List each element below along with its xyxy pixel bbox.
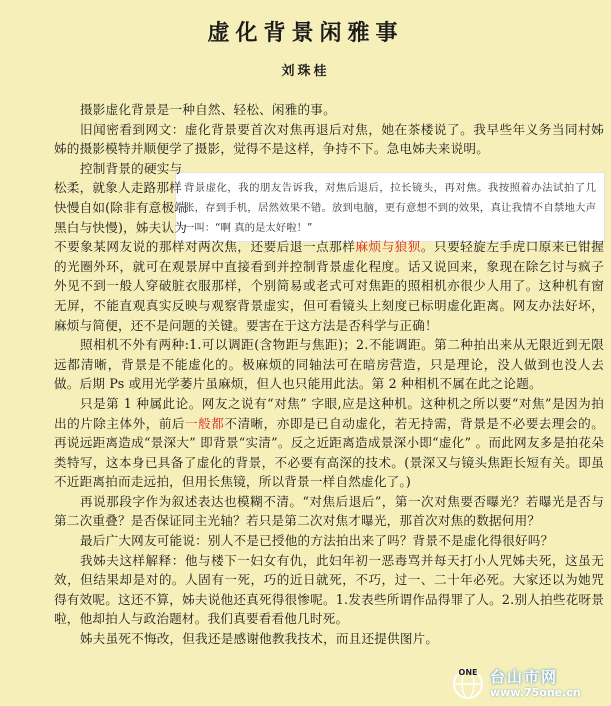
paragraph-1: 摄影虚化背景是一种自然、轻松、闲雅的事。 [80, 102, 336, 117]
paragraph-5-text-b: 不清晰，亦即是已自动虚化，若无持需，背景是不必要去理会的。再说远距离造成“景深大” 即背景“实清”。反之近距离造成景深小即“虚化” 。而此网友多是拍花朵类特写，这本身已具备了虚化的背景，不必要有高深的技术。(景深又与镜头焦距长短有关。即虽不近距离拍而走远拍，但用长焦镜，所以背景一样自然虚化了。) [54, 415, 604, 490]
paragraph-8: 我姊夫这样解释：他与楼下一妇女有仇，此妇年初一恶毒骂并每天打小人咒姊夫死，这虽无效，但结果却是对的。人固有一死，巧的近日就死，不巧，过一、二十年必死。大家还以为她咒得有效呢。这还不算，姊夫说他还真死得很惨呢。1.发表些所谓作品得罪了人。2.别人拍些花呀景啦，他却拍人与政治题材。我们真要看看他几时死。 [54, 552, 604, 627]
paragraph-9: 姊夫虽死不悔改，但我还是感谢他教我技术，而且还提供图片。 [80, 631, 439, 647]
page-title: 虚化背景闲雅事 [207, 20, 404, 46]
paragraph-6: 再说那段字作为叙述表达也模糊不清。“对焦后退后”，第一次对焦要否曝光？若曝光是否与第二次重叠？是否保证同主光轴？若只是第二次对焦才曝光，那首次对焦的数据何用？ [54, 493, 604, 529]
paragraph-3-text-b: 。只要轻旋左手虎口原来已钳握的光圈外环，就可在观景屏中直接看到并控制背景虚化程度。话又说回来，象现在除乞讨与疯子外见不到一般人穿破脏衣服那样，个别简易或老式可对焦距的照相机亦很少人用了。这种机有窗无屏，不能直观真实反映与观察背景虚实，但可看镜头上刻度已标明虚化距离。网友办法好坏，麻烦与简便，还不是问题的关键。要害在于这方法是否科学与正确！ [54, 239, 604, 333]
author-name: 刘珠桂 [281, 64, 330, 79]
paragraph-2: 旧闻密看到网文：虚化背景要首次对焦再退后对焦，她在茶楼说了。我早些年义务当同村姊姊的摄影模特并顺便学了摄影，觉得不是这样，争持不下。急电姊夫来说明。 [54, 121, 604, 157]
paragraph-5-text-a: 只是第 1 种属此论。网友之说有“对焦” 字眼,应是这种机。这种机之所以要“对焦”是因为拍出的片除主体外，前后 [54, 395, 604, 431]
article-body [54, 100, 604, 649]
highlight-generally: 一般都 [185, 415, 225, 431]
logo-text: ONE [458, 668, 478, 677]
paragraph-3-line-1: 控制背景的硬实与 [80, 160, 183, 176]
paragraph-5 [54, 394, 604, 492]
paragraph-3-line-2: 松柔，就象人走路那样 [54, 180, 182, 196]
watermark-url: www.75one.cn [490, 686, 581, 699]
quoted-web-text: 背景虚化，我的朋友告诉我，对焦后退后，拉长镜头，再对焦。我按照着办法试拍了几张，存到手机，居然效果不错。放到电脑，更有意想不到的效果，真让我情不自禁地大声一叫：“啊 真的是太好啦！” [175, 172, 605, 242]
paragraph-3-line-4: 黑白与快慢)，姊夫认为 [54, 219, 188, 235]
paragraph-3-line-3: 快慢自如(除非有意极端 [54, 199, 188, 215]
highlight-trouble: 麻烦与狼狈 [355, 239, 421, 255]
site-watermark [448, 664, 608, 704]
paragraph-3 [54, 237, 604, 335]
paragraph-4: 照相机不外有两种:1.可以调距(含物距与焦距)；2.不能调距。第二种拍出来从无限近到无限远都清晰，背景是不能虚化的。极麻烦的同轴法可在暗房营造，只是理论，没人做到也没人去做。后期 Ps 或用光学萎片虽麻烦，但人也只能用此法。第 2 种相机不属在此之论题。 [54, 337, 604, 392]
globe-logo-icon [450, 666, 486, 700]
paragraph-7: 最后广大网友可能说：别人不是已授他的方法拍出来了吗？背景不是虚化得很好吗？ [80, 533, 554, 549]
watermark-site-name: 台山市网 [490, 668, 559, 686]
paragraph-3-text-a: 不要象某网友说的那样对两次焦，还要后退一点那样 [54, 239, 356, 255]
